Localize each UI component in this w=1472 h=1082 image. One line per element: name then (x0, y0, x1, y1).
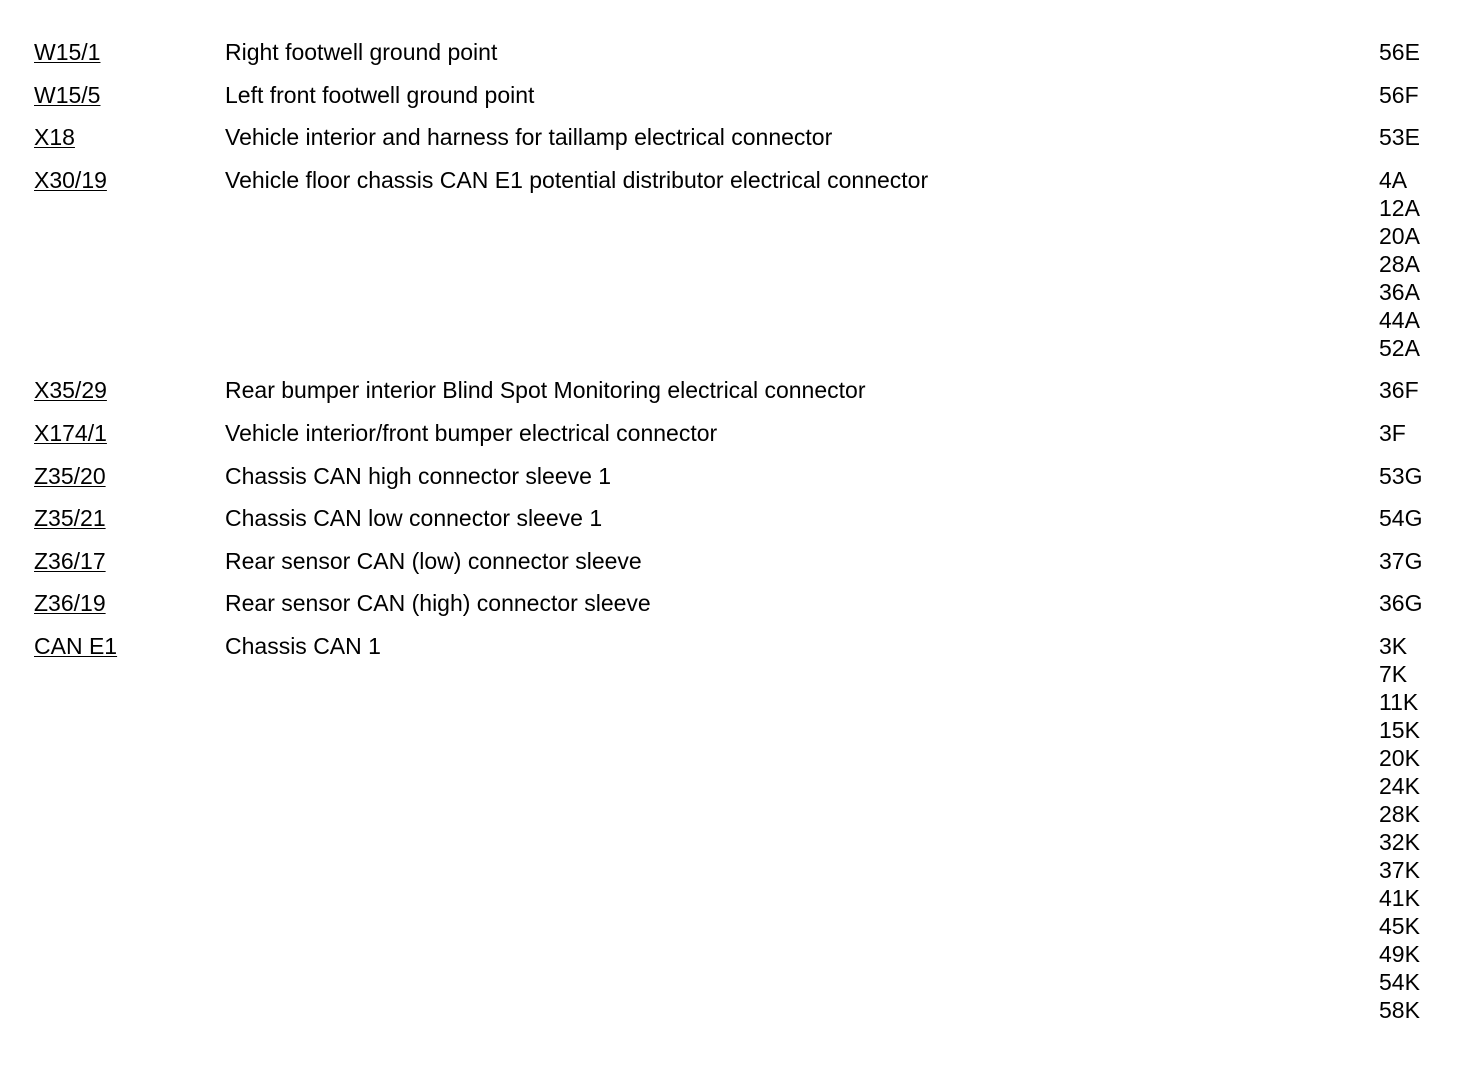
component-description: Chassis CAN 1 (225, 632, 381, 659)
component-code-link[interactable]: X18 (34, 124, 75, 151)
grid-reference-list (1379, 123, 1444, 151)
component-code-cell (34, 632, 225, 660)
grid-reference-list (1379, 38, 1444, 66)
legend-row (34, 547, 1444, 575)
component-code-cell (34, 547, 225, 575)
grid-reference-list (1379, 419, 1444, 447)
component-code-link[interactable]: W15/1 (34, 39, 101, 65)
legend-row (34, 504, 1444, 532)
component-code-cell (34, 38, 225, 66)
legend-row (34, 38, 1444, 66)
grid-reference[interactable]: 7K (1379, 660, 1408, 687)
component-description: Rear sensor CAN (low) connector sleeve (225, 547, 642, 574)
legend-row (34, 81, 1444, 109)
component-description: Chassis CAN high connector sleeve 1 (225, 462, 612, 489)
grid-reference[interactable]: 24K (1379, 772, 1420, 799)
component-code-cell (34, 123, 225, 151)
component-code-cell (34, 504, 225, 532)
grid-reference[interactable]: 54K (1379, 968, 1420, 995)
grid-reference[interactable]: 36A (1379, 278, 1420, 305)
component-description: Right footwell ground point (225, 39, 498, 65)
grid-reference[interactable]: 53E (1379, 124, 1420, 151)
grid-reference[interactable]: 28A (1379, 250, 1420, 277)
grid-reference[interactable]: 44A (1379, 306, 1420, 333)
component-code-link[interactable]: Z36/19 (34, 590, 106, 617)
component-code-link[interactable]: X35/29 (34, 377, 107, 404)
component-code-link[interactable]: X30/19 (34, 166, 107, 193)
legend-row (34, 419, 1444, 447)
component-code-cell (34, 81, 225, 109)
component-code-link[interactable]: Z35/20 (34, 462, 106, 489)
grid-reference-list (1379, 81, 1444, 109)
component-code-link[interactable]: X174/1 (34, 419, 107, 446)
legend-row (34, 632, 1444, 1024)
component-description: Vehicle interior and harness for taillamp electrical connector (225, 124, 833, 151)
grid-reference[interactable]: 28K (1379, 800, 1420, 827)
component-code-cell (34, 589, 225, 617)
grid-reference-list (1379, 504, 1444, 532)
grid-reference[interactable]: 3F (1379, 419, 1406, 446)
grid-reference[interactable]: 36F (1379, 377, 1419, 404)
grid-reference-list (1379, 589, 1444, 617)
grid-reference[interactable]: 41K (1379, 884, 1420, 911)
grid-reference[interactable]: 11K (1379, 688, 1419, 715)
grid-reference-list (1379, 166, 1444, 362)
grid-reference[interactable]: 49K (1379, 940, 1420, 967)
component-code-cell (34, 166, 225, 194)
grid-reference[interactable]: 36G (1379, 590, 1423, 617)
grid-reference[interactable]: 54G (1379, 505, 1423, 532)
component-code-cell (34, 376, 225, 404)
component-description: Vehicle interior/front bumper electrical connector (225, 419, 718, 446)
component-description: Rear bumper interior Blind Spot Monitoring electrical connector (225, 377, 866, 404)
grid-reference[interactable]: 37K (1379, 856, 1420, 883)
component-description: Left front footwell ground point (225, 81, 535, 108)
component-code-cell (34, 462, 225, 490)
component-code-link[interactable]: Z36/17 (34, 547, 106, 574)
component-description: Vehicle floor chassis CAN E1 potential distributor electrical connector (225, 166, 929, 193)
grid-reference[interactable]: 12A (1379, 194, 1420, 221)
grid-reference[interactable]: 52A (1379, 334, 1420, 361)
grid-reference[interactable]: 45K (1379, 912, 1420, 939)
grid-reference[interactable]: 56E (1379, 39, 1420, 65)
component-description: Rear sensor CAN (high) connector sleeve (225, 590, 651, 617)
grid-reference-list (1379, 547, 1444, 575)
legend-row (34, 462, 1444, 490)
grid-reference[interactable]: 56F (1379, 81, 1419, 108)
grid-reference[interactable]: 15K (1379, 716, 1420, 743)
legend-row (34, 123, 1444, 151)
component-description: Chassis CAN low connector sleeve 1 (225, 505, 603, 532)
grid-reference-list (1379, 632, 1444, 1024)
grid-reference[interactable]: 37G (1379, 547, 1423, 574)
grid-reference[interactable]: 58K (1379, 996, 1420, 1023)
grid-reference-list (1379, 462, 1444, 490)
legend-rows (34, 38, 1444, 1024)
grid-reference[interactable]: 20A (1379, 222, 1420, 249)
grid-reference[interactable]: 3K (1379, 632, 1408, 659)
grid-reference[interactable]: 53G (1379, 462, 1423, 489)
component-code-cell (34, 419, 225, 447)
legend-row (34, 166, 1444, 362)
component-code-link[interactable]: W15/5 (34, 81, 101, 108)
grid-reference[interactable]: 32K (1379, 828, 1420, 855)
grid-reference[interactable]: 4A (1379, 166, 1408, 193)
grid-reference-list (1379, 376, 1444, 404)
legend-row (34, 589, 1444, 617)
component-code-link[interactable]: Z35/21 (34, 505, 106, 532)
component-code-link[interactable]: CAN E1 (34, 632, 118, 659)
legend-row (34, 376, 1444, 404)
grid-reference[interactable]: 20K (1379, 744, 1420, 771)
component-legend-table (34, 38, 1444, 1039)
